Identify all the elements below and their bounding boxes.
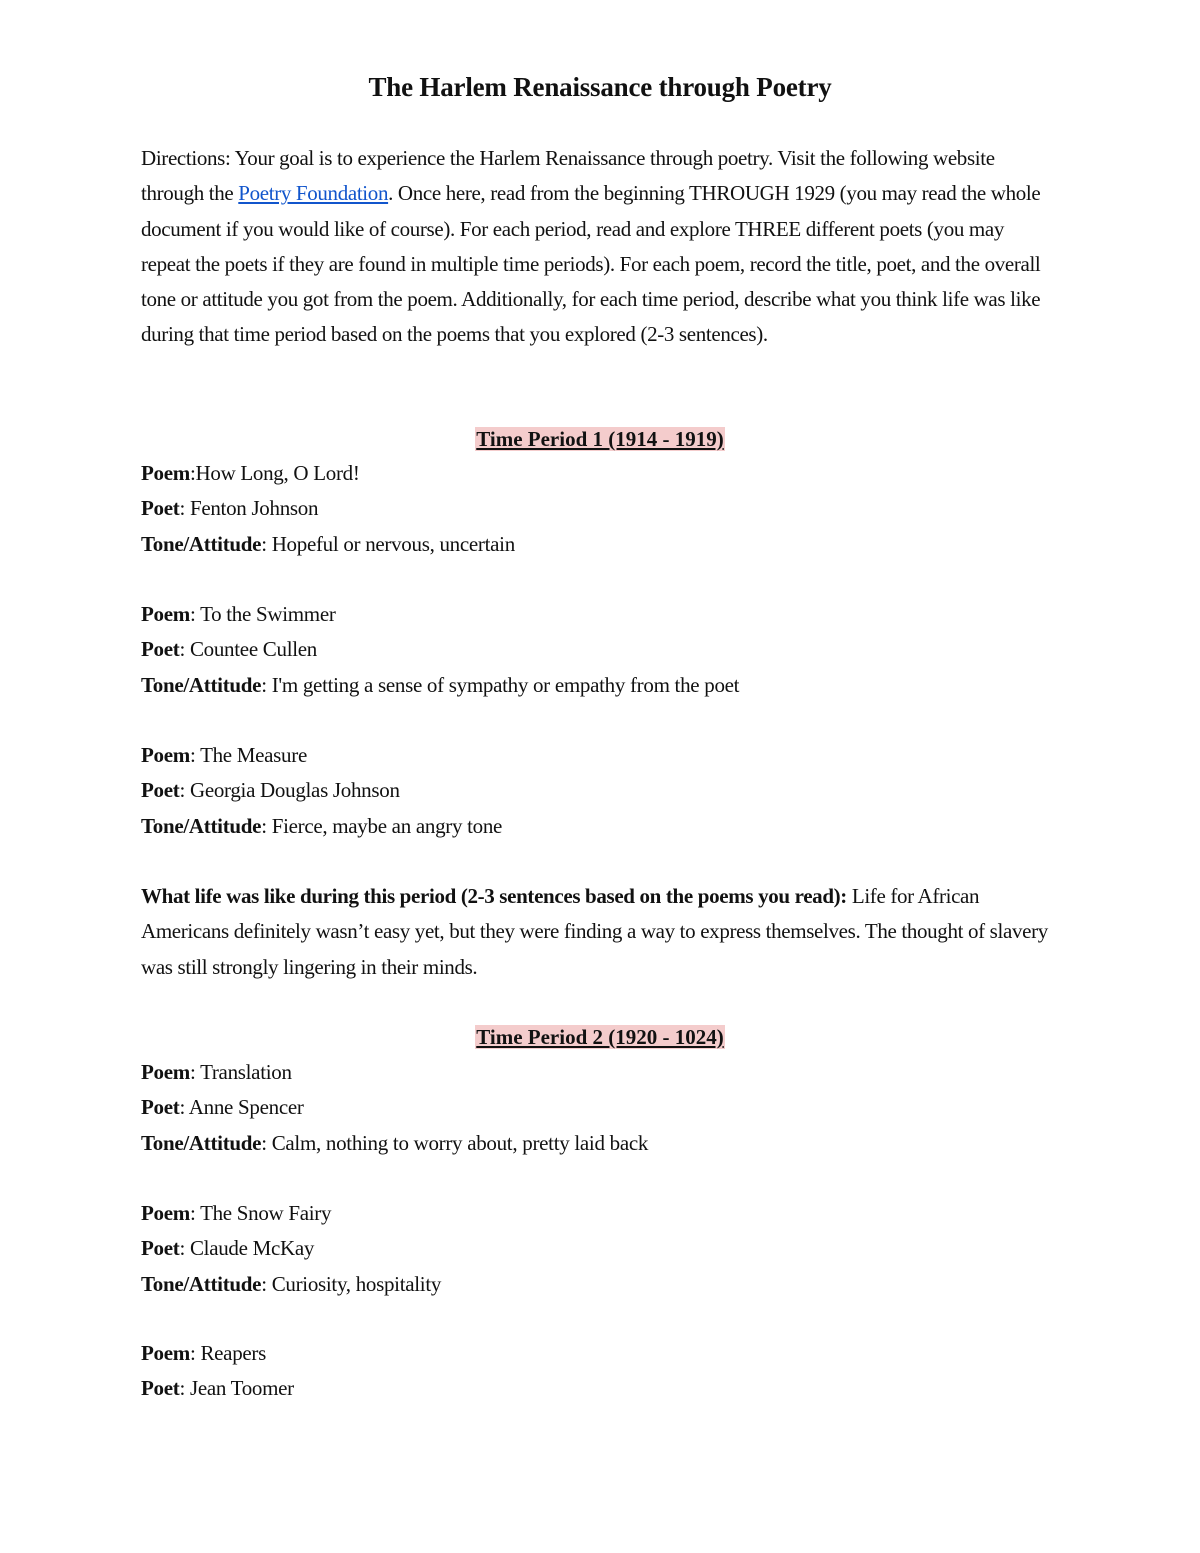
poem-label: Poem bbox=[141, 1341, 190, 1365]
period-1-poem-1: Poem:How Long, O Lord! bbox=[141, 461, 360, 485]
tone-text: Curiosity, hospitality bbox=[271, 1272, 442, 1296]
poem-label: Poem bbox=[141, 461, 190, 485]
period-1-poet-3: Poet: Georgia Douglas Johnson bbox=[141, 778, 400, 802]
poet-label: Poet bbox=[141, 778, 180, 802]
life-text: Life for African Americans definitely wasn’t easy yet, but they were finding a way to express themselves. The thought of slavery was still strongly lingering in their minds. bbox=[141, 884, 1048, 979]
period-2-heading bbox=[0, 1020, 1200, 1054]
poet-label: Poet bbox=[141, 496, 180, 520]
tone-label: Tone/Attitude bbox=[141, 532, 262, 556]
poet-name: Claude McKay bbox=[189, 1236, 315, 1260]
poem-title: Reapers bbox=[200, 1341, 266, 1365]
period-1-poet-2: Poet: Countee Cullen bbox=[141, 637, 317, 661]
poem-title: Translation bbox=[200, 1060, 292, 1084]
tone-text: Calm, nothing to worry about, pretty laid back bbox=[271, 1131, 649, 1155]
period-2-poem-3: Poem: Reapers bbox=[141, 1341, 266, 1365]
life-prompt-label: What life was like during this period (2-3 sentences based on the poems you read): bbox=[141, 884, 847, 908]
period-heading-text: Time Period 1 (1914 - 1919) bbox=[476, 427, 724, 451]
poet-name: Georgia Douglas Johnson bbox=[189, 778, 400, 802]
period-heading-text: Time Period 2 (1920 - 1024) bbox=[476, 1025, 724, 1049]
directions-text-end: . Once here, read from the beginning THROUGH 1929 (you may read the whole document if you would like of course). For each period, read and explore THREE different poets (you may repeat the poets if they are found in multiple time periods). For each poem, record the title, poet, and the overall tone or attitude you got from the poem. Additionally, for each time period, describe what you think life was like during that time period based on the poems that you explored (2-3 sentences). bbox=[141, 181, 1041, 347]
document-title: The Harlem Renaissance through Poetry bbox=[368, 72, 832, 102]
directions-text-start: Directions: Your goal is to experience the Harlem Renaissance through poetry. Visit the following website through the bbox=[141, 146, 995, 206]
poet-label: Poet bbox=[141, 637, 180, 661]
period-2-tone-2: Tone/Attitude: Curiosity, hospitality bbox=[141, 1272, 442, 1296]
poet-label: Poet bbox=[141, 1236, 180, 1260]
tone-label: Tone/Attitude bbox=[141, 1272, 262, 1296]
poet-label: Poet bbox=[141, 1095, 180, 1119]
period-2-poet-2: Poet: Claude McKay bbox=[141, 1236, 315, 1260]
poem-label: Poem bbox=[141, 1060, 190, 1084]
poetry-foundation-link[interactable]: Poetry Foundation bbox=[238, 181, 389, 206]
period-1-tone-1: Tone/Attitude: Hopeful or nervous, uncertain bbox=[141, 532, 515, 556]
period-2-tone-1: Tone/Attitude: Calm, nothing to worry about, pretty laid back bbox=[141, 1131, 649, 1155]
tone-label: Tone/Attitude bbox=[141, 814, 262, 838]
poem-label: Poem bbox=[141, 743, 190, 767]
poet-label: Poet bbox=[141, 1376, 180, 1400]
period-1-tone-2: Tone/Attitude: I'm getting a sense of sympathy or empathy from the poet bbox=[141, 673, 740, 697]
poem-title: The Snow Fairy bbox=[200, 1201, 332, 1225]
period-2-poet-3: Poet: Jean Toomer bbox=[141, 1376, 294, 1400]
poem-label: Poem bbox=[141, 1201, 190, 1225]
poem-title: To the Swimmer bbox=[200, 602, 336, 626]
period-1-heading bbox=[0, 422, 1200, 456]
period-1-tone-3: Tone/Attitude: Fierce, maybe an angry tone bbox=[141, 814, 503, 838]
tone-text: I'm getting a sense of sympathy or empathy from the poet bbox=[271, 673, 740, 697]
poet-name: Jean Toomer bbox=[189, 1376, 294, 1400]
poem-label: Poem bbox=[141, 602, 190, 626]
directions-paragraph bbox=[141, 141, 1056, 353]
period-1-poem-3: Poem: The Measure bbox=[141, 743, 307, 767]
period-1-poet-1: Poet: Fenton Johnson bbox=[141, 496, 319, 520]
period-1-poem-2: Poem: To the Swimmer bbox=[141, 602, 336, 626]
poem-title: The Measure bbox=[200, 743, 307, 767]
tone-label: Tone/Attitude bbox=[141, 1131, 262, 1155]
tone-label: Tone/Attitude bbox=[141, 673, 262, 697]
period-2-poem-2: Poem: The Snow Fairy bbox=[141, 1201, 332, 1225]
poem-title: How Long, O Lord! bbox=[195, 461, 360, 485]
poet-name: Fenton Johnson bbox=[189, 496, 319, 520]
tone-text: Hopeful or nervous, uncertain bbox=[271, 532, 515, 556]
period-1-life-paragraph bbox=[141, 879, 1056, 985]
poet-name: Countee Cullen bbox=[189, 637, 317, 661]
poet-name: Anne Spencer bbox=[188, 1095, 304, 1119]
period-2-poet-1: Poet: Anne Spencer bbox=[141, 1095, 304, 1119]
tone-text: Fierce, maybe an angry tone bbox=[271, 814, 503, 838]
period-2-poem-1: Poem: Translation bbox=[141, 1060, 292, 1084]
